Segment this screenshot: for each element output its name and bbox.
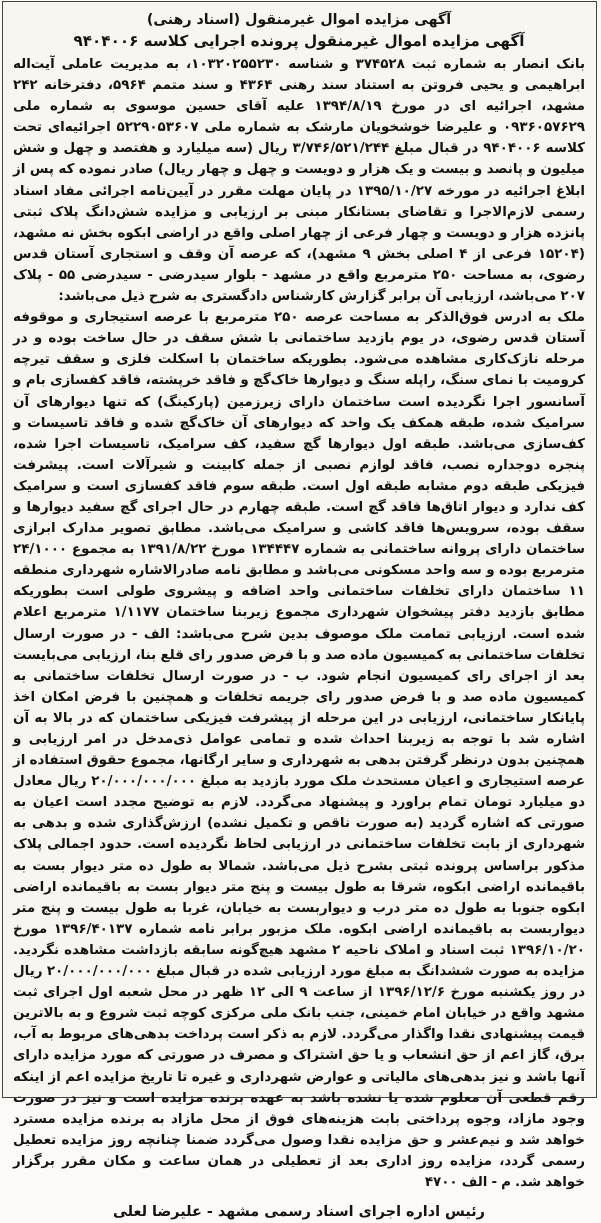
notice-signature: رئیس اداره اجرای اسناد رسمی مشهد - علیرضا لعلی: [113, 1204, 485, 1221]
notice-title: آگهی مزایده اموال غیرمنقول (اسناد رهنی): [146, 12, 452, 28]
notice-paragraph-valuation: ملک به ادرس فوق‌الذکر به مساحت عرصه ۲۵۰ مترمربع با عرصه استیجاری و موقوفه آستان قدس رضوی، در یوم بازدید ساختمانی با شش سقف در حال ساخت بوده و در مرحله نازک‌کاری مشاهده می‌شود. بطوریکه ساختمان با اسکلت فلزی و سقف تیرچه کرومیت با نمای سنگ، راپله سنگ و دیوارها خاک‌گچ و فاقد خرپشته، فاقد کفسازی بام و آسانسور اجرا نگردیده است ساختمان دارای زیرزمین (پارکینگ) که تنها دیوارهای آن سرامیک شده، طبقه همکف یک واحد که دیوارهای آن خاک‌گچ شده و فاقد تاسیسات و کف‌سازی می‌باشد. طبقه اول دیوارها گچ سفید، کف سرامیک، تاسیسات اجرا شده، پنجره دوجداره نصب، فاقد لوازم نصبی از جمله کابینت و شیرآلات است. پیشرفت فیزیکی طبقه دوم مشابه طبقه اول است. طبقه سوم فاقد کفسازی است و سرامیک کف ندارد و دیوار اتاق‌ها فاقد گچ است. طبقه چهارم در حال اجرای گچ سفید دیوارها و سقف بوده، سرویس‌ها فاقد کاشی و سرامیک می‌باشد. مطابق تصویر مدارک ابرازی ساختمان دارای پروانه ساختمانی به شماره ۱۳۴۴۴۷ مورخ ۱۳۹۱/۸/۲۲ به مجموع ۲۴/۱۰۰۰ مترمربع بوده و سه واحد مسکونی می‌باشد و مطابق نامه صادرالاشاره شهرداری منطقه ۱۱ ساختمان دارای تخلفات ساختمانی واحد اضافه و پیشروی طولی است بطوریکه مطابق بازدید دفتر پیشخوان شهرداری مجموع زیربنا ساختمان ۱/۱۱۷۷ مترمربع اعلام شده است. ارزیابی تمامت ملک موصوف بدین شرح می‌باشد: الف - در صورت ارسال تخلفات ساختمانی به کمیسیون ماده صد و با فرض صدور رای قلع بنا، ارزیابی می‌بایست بعد از اجرای رای کمیسیون انجام شود. ب - در صورت ارسال تخلفات ساختمانی به کمیسیون ماده صد و با فرض صدور رای جریمه تخلفات و همچنین با فرض امکان اخذ پایانکار ساختمانی، ارزیابی در این مرحله از پیشرفت فیزیکی ساختمان که در بالا به آن اشاره شد با توجه به زیربنا احداث شده و تمامی عوامل ذی‌مدخل در امر ارزیابی و همچنین بدون درنظر گرفتن بدهی به شهرداری و سایر ارگانها، مجموع حقوق استفاده از عرصه استیجاری و اعیان مستحدث ملک مورد بازدید به مبلغ ۲۰/۰۰۰/۰۰۰/۰۰۰ ریال معادل دو میلیارد تومان تمام براورد و پیشنهاد می‌گردد. لازم به توضیح مجدد است اعیان به صورتی که اشاره گردید (به صورت ناقص و تکمیل نشده) ارزش‌گذاری شده و بدهی به شهرداری از بابت تخلفات ساختمانی در ارزیابی لحاظ نگردیده است. حدود اجمالی پلاک مذکور براساس پرونده ثبتی بشرح ذیل می‌باشد. شمالا به طول ده متر دیوار بست به باقیمانده اراضی ابکوه، شرقا به طول بیست و پنج متر دیوار بست به باقیمانده اراضی ابکوه جنوبا به طول ده متر درب و دیواربست به خیابان، غربا به طول بیست و پنج متر دیواربست به باقیمانده اراضی ابکوه. ملک مزبور برابر نامه شماره ۱۳۹۶/۴۰۱۳۷ مورخ ۱۳۹۶/۱۰/۲۰ ثبت اسناد و املاک ناحیه ۲ مشهد هیچ‌گونه سابقه بازداشت مشاهده نگردید. مزایده به صورت ششدانگ به مبلغ مورد ارزیابی شده در قبال مبلغ ۲۰/۰۰۰/۰۰۰/۰۰۰ ریال در روز یکشنبه مورخ ۱۳۹۶/۱۲/۶ از ساعت ۹ الی ۱۲ ظهر در محل شعبه اول اجرای ثبت مشهد واقع در خیابان امام خمینی، جنب بانک ملی مرکزی کوچه ثبت شروع و به بالاترین قیمت پیشنهادی نقدا واگذار می‌گردد. لازم به ذکر است پرداخت بدهی‌های مربوط به آب، برق، گاز اعم از حق انشعاب و یا حق اشتراک و مصرف در صورتی که مورد مزایده دارای آنها باشد و نیز بدهی‌های مالیاتی و عوارض شهرداری و غیره تا تاریخ مزایده اعم از اینکه رقم قطعی آن معلوم شده یا نشده باشد به عهده برنده مزایده است و نیز در صورت وجود مازاد، وجوه پرداختی بابت هزینه‌های فوق از محل مازاد به برنده مزایده مسترد خواهد شد و نیم‌عشر و حق مزایده نقدا وصول می‌گردد ضمنا چنانچه روز مزایده تعطیل رسمی گردد، مزایده روز اداری بعد از تعطیلی در همان ساعت و مکان مقرر برگزار خواهد شد. م - الف ۴۷۰۰: [13, 310, 586, 1190]
notice-body: [13, 54, 585, 1193]
notice-page: [2, 1, 597, 1221]
notice-subtitle: آگهی مزایده اموال غیرمنقول پرونده اجرایی کلاسه ۹۴۰۴۰۰۶: [73, 32, 525, 50]
notice-paragraph-intro: بانک انصار به شماره ثبت ۳۷۴۵۲۸ و شناسه ۱۰۳۲۰۲۵۵۲۳۰، به مدیریت عاملی آیت‌اله ابراهیمی و یحیی فروتن به استناد سند رهنی ۴۳۶۴ و سند متمم ۵۹۶۴، دفترخانه ۲۴۲ مشهد، اجرائیه ای در مورخ ۱۳۹۴/۸/۱۹ علیه آقای حسین موسوی به شماره ملی ۰۹۳۶۰۵۷۶۲۹ و علیرضا خوشخویان مارشک به شماره ملی ۵۲۲۹۰۵۳۶۰۷ اجرائیه‌ای تحت کلاسه ۹۴۰۴۰۰۶ در قبال مبلغ ۳/۷۴۶/۵۲۱/۲۴۴ ریال (سه میلیارد و هفتصد و چهل و شش میلیون و پانصد و بیست و یک هزار و دویست و چهل و چهار ریال) صادر نموده که پس از ابلاغ اجرائیه در مورخه ۱۳۹۵/۱۰/۲۷ در پایان مهلت مقرر در آیین‌نامه اجرائی مفاد اسناد رسمی لازم‌الاجرا و تقاضای بستانکار مبنی بر ارزیابی و مزایده شش‌دانگ پلاک ثبتی پانزده هزار و دویست و چهار فرعی از چهار اصلی واقع در اراضی ابکوه بخش نه مشهد، (۱۵۲۰۴ فرعی از ۴ اصلی بخش ۹ مشهد)، که عرصه آن وقف و استجاری آستان قدس رضوی، به مساحت ۲۵۰ مترمربع واقع در مشهد - بلوار سیدرضی - سیدرضی ۵۵ - پلاک ۲۰۷ می‌باشد، ارزیابی آن برابر گزارش کارشناس دادگستری به شرح ذیل می‌باشد:: [13, 57, 586, 305]
